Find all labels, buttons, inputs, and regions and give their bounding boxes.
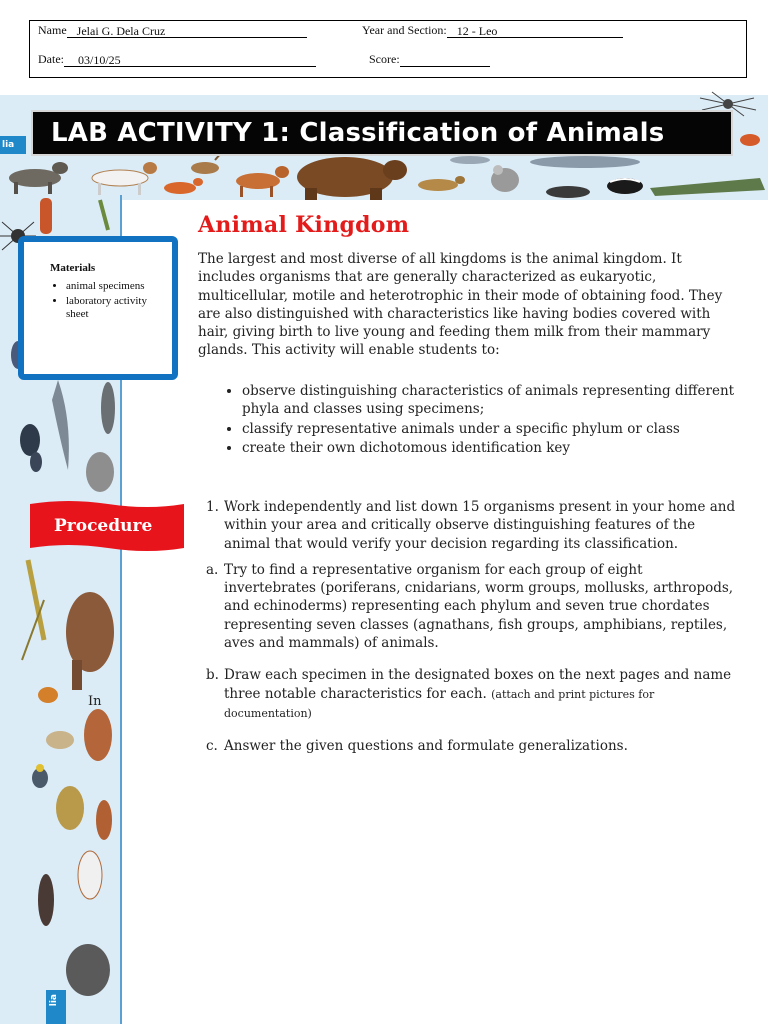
stray-text: In: [88, 694, 102, 709]
procedure-steps: [206, 498, 736, 764]
step-marker: 1.: [206, 499, 219, 515]
section-value[interactable]: 12 - Leo: [447, 24, 623, 38]
lab-activity-title: LAB ACTIVITY 1: Classification of Animals: [31, 110, 733, 156]
intro-paragraph: The largest and most diverse of all kingdoms is the animal kingdom. It includes organisms that are generally characterized as eukaryotic, multicellular, motile and heterotrophic in their mode of obtaining food. They are also distinguished with characteristics like having bodies covered with hair, giving birth to live young and feeding them milk from their mammary glands. This activity will enable students to:: [198, 251, 723, 359]
name-field[interactable]: [38, 23, 307, 38]
procedure-ribbon: [28, 500, 188, 555]
side-tab-top: lia: [0, 136, 26, 154]
score-value[interactable]: [400, 53, 490, 67]
objective-item: • observe distinguishing characteristics of animals representing different phyla and classes using specimens;: [242, 382, 752, 419]
procedure-step: [206, 561, 736, 652]
section-title: Animal Kingdom: [198, 212, 410, 238]
step-note: (attach and print pictures for documentation): [224, 687, 655, 720]
objective-item: • classify representative animals under a specific phylum or class: [242, 420, 752, 438]
step-text: Draw each specimen in the designated boxes on the next pages and name three notable characteristics for each.: [224, 667, 732, 702]
materials-box: [18, 236, 178, 380]
materials-item: • laboratory activity sheet: [66, 295, 164, 321]
materials-heading: Materials: [50, 262, 96, 274]
score-field[interactable]: [369, 52, 490, 67]
score-label: Score:: [369, 52, 400, 66]
step-marker: c.: [206, 738, 218, 755]
step-text: Try to find a representative organism for each group of eight invertebrates (poriferans, cnidarians, worm groups, mollusks, arthropods, and echinoderms) representing each phylum and seven true chordates representing seven classes (agnathans, fish groups, amphibians, reptiles, aves and mammals) of animals.: [224, 561, 734, 652]
procedure-label: Procedure: [54, 516, 153, 536]
procedure-step: [206, 666, 736, 723]
section-label: Year and Section:: [362, 23, 447, 37]
procedure-step: [206, 737, 736, 755]
date-label: Date:: [38, 52, 64, 66]
date-value[interactable]: 03/10/25: [64, 53, 316, 67]
objectives-list: [222, 382, 752, 458]
step-marker: a.: [206, 561, 219, 578]
student-info-form: [29, 20, 747, 78]
step-text: Work independently and list down 15 organisms present in your home and within your area and critically observe distinguishing features of the animal that would verify your decision regarding its classification.: [224, 499, 736, 552]
name-label: Name: [38, 23, 67, 37]
procedure-step: [206, 498, 736, 553]
materials-list: [50, 280, 164, 321]
step-marker: b.: [206, 667, 219, 684]
objective-item: • create their own dichotomous identification key: [242, 439, 752, 457]
section-field[interactable]: [362, 23, 623, 38]
name-value[interactable]: Jelai G. Dela Cruz: [67, 24, 307, 38]
side-tab-bottom-label: lia: [49, 994, 59, 1007]
side-tab-bottom: [46, 990, 66, 1024]
date-field[interactable]: [38, 52, 316, 67]
step-text: Answer the given questions and formulate generalizations.: [224, 738, 628, 755]
materials-item: • animal specimens: [66, 280, 164, 293]
